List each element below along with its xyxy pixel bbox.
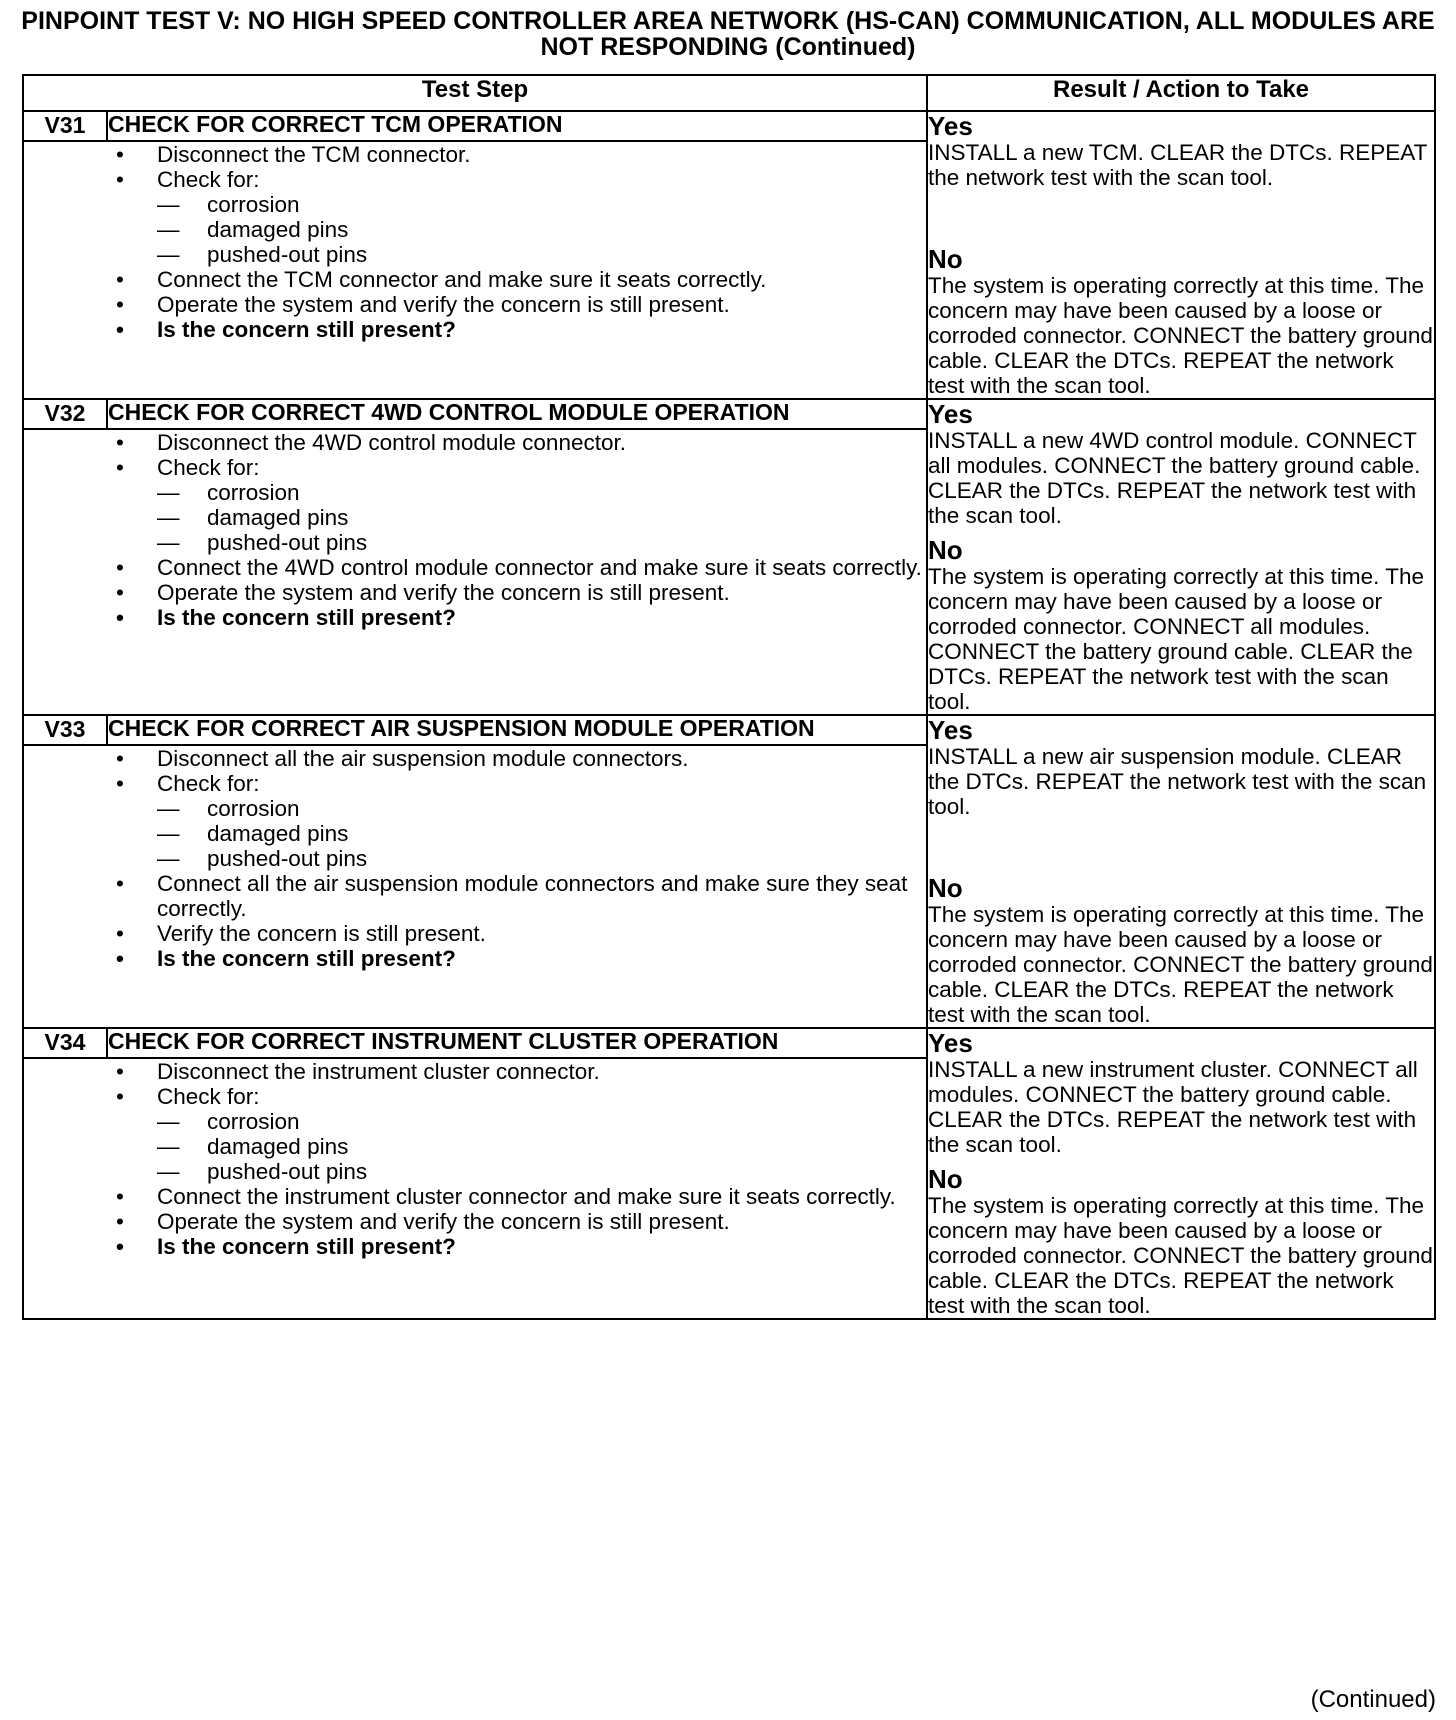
no-action: The system is operating correctly at this time. The concern may have been caused by a loose or corroded connector. CONNECT all modules. CONNECT the battery ground cable. CLEAR the DTCs. REPEAT the network test with the scan tool. [928, 564, 1425, 714]
step-bullet: • Operate the system and verify the concern is still present. [24, 292, 926, 317]
yes-label: Yes [928, 715, 973, 745]
check-item: — damaged pins [157, 217, 926, 242]
step-bullet: • Disconnect all the air suspension module connectors. [24, 746, 926, 771]
check-for-label: Check for: [157, 1084, 260, 1109]
check-item: — corrosion [157, 796, 926, 821]
check-item: — corrosion [157, 480, 926, 505]
check-item: — corrosion [157, 1109, 926, 1134]
step-title: CHECK FOR CORRECT 4WD CONTROL MODULE OPERATION [107, 399, 927, 429]
step-id: V32 [23, 399, 107, 429]
result-header: Result / Action to Take [927, 75, 1435, 111]
yes-action: INSTALL a new 4WD control module. CONNECT all modules. CONNECT the battery ground cable. CLEAR the DTCs. REPEAT the network test with the scan tool. [928, 428, 1421, 528]
step-title-row [23, 715, 1435, 745]
check-for-label: Check for: [157, 167, 260, 192]
step-body [23, 1058, 927, 1319]
step-question: • Is the concern still present? [24, 605, 926, 630]
no-action: The system is operating correctly at this time. The concern may have been caused by a loose or corroded connector. CONNECT the battery ground cable. CLEAR the DTCs. REPEAT the network test with the scan tool. [928, 273, 1433, 398]
step-bullet: • Disconnect the TCM connector. [24, 142, 926, 167]
step-id: V33 [23, 715, 107, 745]
step-result [927, 399, 1435, 715]
step-bullet: • Connect the instrument cluster connector and make sure it seats correctly. [24, 1184, 926, 1209]
step-bullet: • Connect the 4WD control module connector and make sure it seats correctly. [24, 555, 926, 580]
yes-label: Yes [928, 111, 973, 141]
step-question: • Is the concern still present? [24, 317, 926, 342]
check-for-label: Check for: [157, 455, 260, 480]
step-question: • Is the concern still present? [24, 1234, 926, 1259]
step-id: V34 [23, 1028, 107, 1058]
no-action: The system is operating correctly at this time. The concern may have been caused by a loose or corroded connector. CONNECT the battery ground cable. CLEAR the DTCs. REPEAT the network test with the scan tool. [928, 1193, 1433, 1318]
check-item: — pushed-out pins [157, 242, 926, 267]
step-id: V31 [23, 111, 107, 141]
step-bullet: • Disconnect the 4WD control module connector. [24, 430, 926, 455]
step-title: CHECK FOR CORRECT INSTRUMENT CLUSTER OPERATION [107, 1028, 927, 1058]
step-bullet: • Connect the TCM connector and make sure it seats correctly. [24, 267, 926, 292]
yes-action: INSTALL a new air suspension module. CLEAR the DTCs. REPEAT the network test with the scan tool. [928, 744, 1427, 819]
no-action: The system is operating correctly at this time. The concern may have been caused by a loose or corroded connector. CONNECT the battery ground cable. CLEAR the DTCs. REPEAT the network test with the scan tool. [928, 902, 1433, 1027]
step-result [927, 111, 1435, 399]
step-bullet: • Disconnect the instrument cluster connector. [24, 1059, 926, 1084]
step-title-row [23, 399, 1435, 429]
step-bullet [24, 771, 926, 871]
check-item: — pushed-out pins [157, 1159, 926, 1184]
yes-label: Yes [928, 1028, 973, 1058]
check-item: — pushed-out pins [157, 846, 926, 871]
yes-action: INSTALL a new TCM. CLEAR the DTCs. REPEAT the network test with the scan tool. [928, 140, 1427, 190]
step-bullet: • Verify the concern is still present. [24, 921, 926, 946]
no-label: No [928, 873, 963, 903]
check-item: — damaged pins [157, 1134, 926, 1159]
test-step-header: Test Step [23, 75, 927, 111]
step-bullet: • Connect all the air suspension module connectors and make sure they seat correctly. [24, 871, 926, 921]
check-for-label: Check for: [157, 771, 260, 796]
no-label: No [928, 1164, 963, 1194]
step-bullet: • Operate the system and verify the concern is still present. [24, 1209, 926, 1234]
step-body [23, 745, 927, 1028]
yes-action: INSTALL a new instrument cluster. CONNECT all modules. CONNECT the battery ground cable. CLEAR the DTCs. REPEAT the network test with the scan tool. [928, 1057, 1418, 1157]
step-bullet [24, 1084, 926, 1184]
check-item: — pushed-out pins [157, 530, 926, 555]
check-item: — damaged pins [157, 505, 926, 530]
step-title: CHECK FOR CORRECT AIR SUSPENSION MODULE OPERATION [107, 715, 927, 745]
step-bullet [24, 167, 926, 267]
step-body [23, 429, 927, 715]
yes-label: Yes [928, 399, 973, 429]
check-item: — corrosion [157, 192, 926, 217]
no-label: No [928, 535, 963, 565]
step-bullet [24, 455, 926, 555]
check-item: — damaged pins [157, 821, 926, 846]
step-bullet: • Operate the system and verify the concern is still present. [24, 580, 926, 605]
step-question: • Is the concern still present? [24, 946, 926, 971]
step-title-row [23, 1028, 1435, 1058]
pinpoint-test-table [22, 74, 1436, 1320]
table-header-row [23, 75, 1435, 111]
step-title: CHECK FOR CORRECT TCM OPERATION [107, 111, 927, 141]
no-label: No [928, 244, 963, 274]
step-title-row [23, 111, 1435, 141]
step-result [927, 715, 1435, 1028]
step-body [23, 141, 927, 399]
page-title: PINPOINT TEST V: NO HIGH SPEED CONTROLLER AREA NETWORK (HS-CAN) COMMUNICATION, ALL MODULES ARE NOT RESPONDING (Continued) [21, 7, 1435, 61]
step-result [927, 1028, 1435, 1319]
continued-note: (Continued) [1310, 1686, 1436, 1713]
